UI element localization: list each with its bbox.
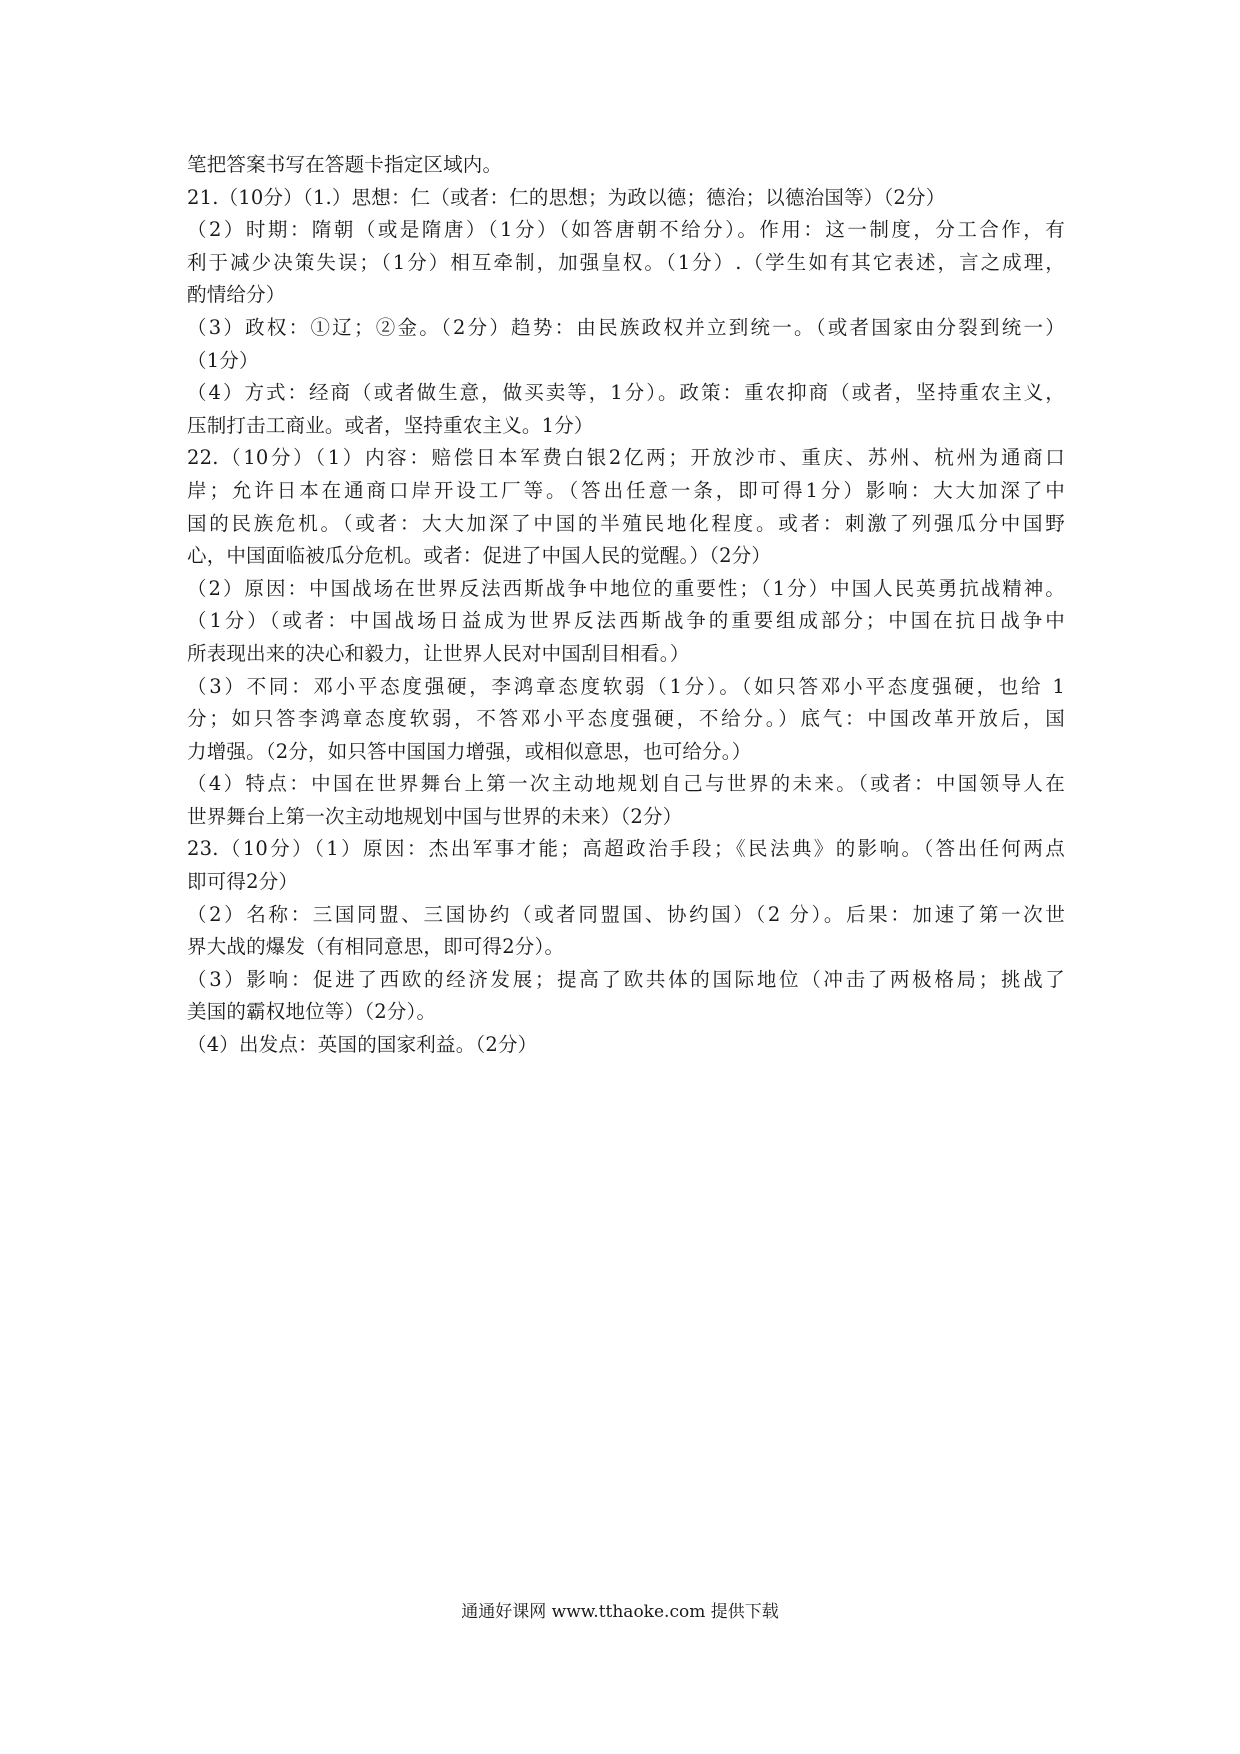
text-line: （2）名称：三国同盟、三国协约（或者同盟国、协约国）（2 分）。后果：加速了第一次世 bbox=[187, 902, 1065, 926]
text-line: 国的民族危机。（或者：大大加深了中国的半殖民地化程度。或者：刺激了列强瓜分中国野 bbox=[187, 511, 1065, 535]
text-line: 即可得2分） bbox=[187, 870, 299, 894]
text-line: 酌情给分） bbox=[187, 283, 286, 307]
text-line: （3）政权：①辽；②金。（2分）趋势：由民族政权并立到统一。（或者国家由分裂到统一） bbox=[187, 315, 1065, 339]
text-line: 岸；允许日本在通商口岸开设工厂等。（答出任意一条，即可得1分）影响：大大加深了中 bbox=[187, 478, 1065, 502]
text-line: 界大战的爆发（有相同意思，即可得2分）。 bbox=[187, 935, 565, 959]
text-line: 所表现出来的决心和毅力，让世界人民对中国刮目相看。） bbox=[187, 641, 690, 665]
answer-text-body bbox=[187, 149, 1065, 1062]
text-line: 22.（10分）（1）内容：赔偿日本军费白银2亿两；开放沙市、重庆、苏州、杭州为通商口 bbox=[187, 446, 1065, 470]
text-line: 美国的霸权地位等）（2分）。 bbox=[187, 1000, 437, 1024]
text-line: （1分）（或者：中国战场日益成为世界反法西斯战争的重要组成部分；中国在抗日战争中 bbox=[187, 609, 1065, 633]
text-line: （2）时期：隋朝（或是隋唐）（1分）（如答唐朝不给分）。作用：这一制度，分工合作，有 bbox=[187, 218, 1065, 242]
text-line: 世界舞台上第一次主动地规划中国与世界的未来）（2分） bbox=[187, 804, 683, 828]
text-line: （4）出发点：英国的国家利益。（2分） bbox=[187, 1033, 538, 1057]
text-line: （4）方式：经商（或者做生意，做买卖等，1分）。政策：重农抑商（或者，坚持重农主义， bbox=[187, 381, 1065, 405]
text-line: 利于减少决策失误；（1分）相互牵制，加强皇权。（1分）.（学生如有其它表述，言之成理， bbox=[187, 250, 1065, 274]
text-line: 力增强。（2分，如只答中国国力增强，或相似意思，也可给分。） bbox=[187, 739, 752, 763]
text-line: （3）影响：促进了西欧的经济发展；提高了欧共体的国际地位（冲击了两极格局；挑战了 bbox=[187, 967, 1065, 991]
text-line: 心，中国面临被瓜分危机。或者：促进了中国人民的觉醒。）（2分） bbox=[187, 544, 772, 568]
text-line: （3）不同：邓小平态度强硬，李鸿章态度软弱（1分）。（如只答邓小平态度强硬，也给 1 bbox=[187, 674, 1065, 698]
text-line: （4）特点：中国在世界舞台上第一次主动地规划自己与世界的未来。（或者：中国领导人在 bbox=[187, 772, 1065, 796]
text-line: 23.（10分）（1）原因：杰出军事才能；高超政治手段；《民法典》的影响。（答出任何两点 bbox=[187, 837, 1065, 861]
text-line: 分；如只答李鸿章态度软弱，不答邓小平态度强硬，不给分。）底气：中国改革开放后，国 bbox=[187, 707, 1065, 731]
text-line: 压制打击工商业。或者，坚持重农主义。1分） bbox=[187, 413, 594, 437]
text-line: 21.（10分）（1.）思想：仁（或者：仁的思想；为政以德；德治；以德治国等）（2分） bbox=[187, 185, 946, 209]
text-line: （1分） bbox=[187, 348, 259, 372]
text-line: （2）原因：中国战场在世界反法西斯战争中地位的重要性；（1分）中国人民英勇抗战精神。 bbox=[187, 576, 1065, 600]
text-line: 笔把答案书写在答题卡指定区域内。 bbox=[187, 153, 503, 176]
page-footer: 通通好课网 www.tthaoke.com 提供下载 bbox=[461, 1602, 779, 1622]
